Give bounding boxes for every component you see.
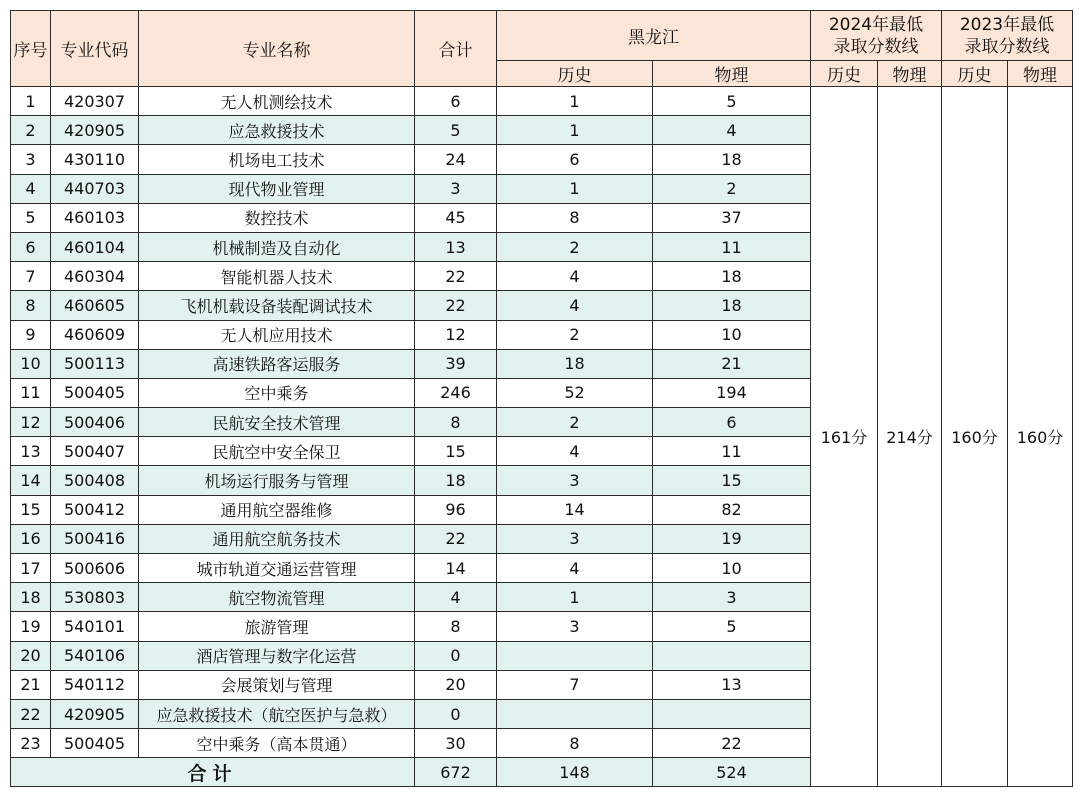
- name-cell: 通用航空航务技术: [139, 524, 415, 553]
- seq-cell: 19: [11, 612, 51, 641]
- history-cell: 1: [497, 87, 653, 116]
- history-cell: 8: [497, 203, 653, 232]
- seq-cell: 23: [11, 729, 51, 758]
- total-cell: 4: [415, 583, 497, 612]
- history-cell: 6: [497, 145, 653, 174]
- total-cell: 22: [415, 524, 497, 553]
- totals-history: 148: [497, 758, 653, 787]
- code-cell: 540112: [51, 670, 139, 699]
- header-2023-history: 历史: [942, 61, 1008, 87]
- name-cell: 旅游管理: [139, 612, 415, 641]
- physics-cell: 5: [653, 87, 811, 116]
- header-province-physics: 物理: [653, 61, 811, 87]
- seq-cell: 17: [11, 554, 51, 583]
- seq-cell: 6: [11, 232, 51, 261]
- physics-cell: 15: [653, 466, 811, 495]
- code-cell: 530803: [51, 583, 139, 612]
- name-cell: 通用航空器维修: [139, 495, 415, 524]
- min-2024-physics-cell: 214分: [878, 87, 942, 787]
- name-cell: 民航空中安全保卫: [139, 437, 415, 466]
- totals-label: 合计: [11, 758, 415, 787]
- total-cell: 96: [415, 495, 497, 524]
- code-cell: 500606: [51, 554, 139, 583]
- name-cell: 应急救援技术: [139, 116, 415, 145]
- seq-cell: 7: [11, 262, 51, 291]
- physics-cell: 21: [653, 349, 811, 378]
- seq-cell: 8: [11, 291, 51, 320]
- total-cell: 246: [415, 378, 497, 407]
- physics-cell: 10: [653, 320, 811, 349]
- seq-cell: 22: [11, 699, 51, 728]
- total-cell: 24: [415, 145, 497, 174]
- physics-cell: 194: [653, 378, 811, 407]
- table-row: [11, 87, 1073, 116]
- seq-cell: 10: [11, 349, 51, 378]
- header-province-history: 历史: [497, 61, 653, 87]
- seq-cell: 18: [11, 583, 51, 612]
- code-cell: 460609: [51, 320, 139, 349]
- physics-cell: 2: [653, 174, 811, 203]
- seq-cell: 12: [11, 408, 51, 437]
- total-cell: 6: [415, 87, 497, 116]
- name-cell: 机械制造及自动化: [139, 232, 415, 261]
- total-cell: 18: [415, 466, 497, 495]
- seq-cell: 14: [11, 466, 51, 495]
- history-cell: 1: [497, 116, 653, 145]
- seq-cell: 16: [11, 524, 51, 553]
- name-cell: 数控技术: [139, 203, 415, 232]
- code-cell: 500412: [51, 495, 139, 524]
- name-cell: 智能机器人技术: [139, 262, 415, 291]
- min-2024-history-cell: 161分: [811, 87, 878, 787]
- code-cell: 500408: [51, 466, 139, 495]
- total-cell: 0: [415, 641, 497, 670]
- total-cell: 12: [415, 320, 497, 349]
- seq-cell: 1: [11, 87, 51, 116]
- physics-cell: 22: [653, 729, 811, 758]
- name-cell: 酒店管理与数字化运营: [139, 641, 415, 670]
- header-name: 专业名称: [139, 11, 415, 87]
- header-province: 黑龙江: [497, 11, 811, 61]
- total-cell: 22: [415, 262, 497, 291]
- history-cell: 3: [497, 612, 653, 641]
- physics-cell: [653, 641, 811, 670]
- header-min-2023-line1: 2023年最低: [959, 14, 1055, 35]
- seq-cell: 9: [11, 320, 51, 349]
- code-cell: 500113: [51, 349, 139, 378]
- name-cell: 无人机测绘技术: [139, 87, 415, 116]
- history-cell: 2: [497, 320, 653, 349]
- physics-cell: [653, 699, 811, 728]
- code-cell: 420905: [51, 699, 139, 728]
- history-cell: 3: [497, 524, 653, 553]
- code-cell: 500405: [51, 378, 139, 407]
- code-cell: 430110: [51, 145, 139, 174]
- total-cell: 39: [415, 349, 497, 378]
- seq-cell: 20: [11, 641, 51, 670]
- history-cell: 1: [497, 174, 653, 203]
- name-cell: 航空物流管理: [139, 583, 415, 612]
- physics-cell: 18: [653, 262, 811, 291]
- total-cell: 45: [415, 203, 497, 232]
- physics-cell: 11: [653, 437, 811, 466]
- history-cell: 52: [497, 378, 653, 407]
- total-cell: 15: [415, 437, 497, 466]
- seq-cell: 11: [11, 378, 51, 407]
- code-cell: 460103: [51, 203, 139, 232]
- header-min-2023: [942, 11, 1073, 61]
- admission-score-table: [10, 10, 1073, 787]
- seq-cell: 4: [11, 174, 51, 203]
- header-min-2024: [811, 11, 942, 61]
- physics-cell: 11: [653, 232, 811, 261]
- code-cell: 440703: [51, 174, 139, 203]
- physics-cell: 37: [653, 203, 811, 232]
- header-total: 合计: [415, 11, 497, 87]
- physics-cell: 4: [653, 116, 811, 145]
- code-cell: 460605: [51, 291, 139, 320]
- code-cell: 460104: [51, 232, 139, 261]
- history-cell: [497, 641, 653, 670]
- history-cell: 2: [497, 232, 653, 261]
- code-cell: 540101: [51, 612, 139, 641]
- physics-cell: 3: [653, 583, 811, 612]
- seq-cell: 13: [11, 437, 51, 466]
- header-min-2024-line1: 2024年最低: [828, 14, 924, 35]
- header-2024-history: 历史: [811, 61, 878, 87]
- totals-physics: 524: [653, 758, 811, 787]
- name-cell: 无人机应用技术: [139, 320, 415, 349]
- total-cell: 8: [415, 408, 497, 437]
- seq-cell: 5: [11, 203, 51, 232]
- total-cell: 0: [415, 699, 497, 728]
- history-cell: 4: [497, 291, 653, 320]
- history-cell: 8: [497, 729, 653, 758]
- physics-cell: 13: [653, 670, 811, 699]
- total-cell: 14: [415, 554, 497, 583]
- code-cell: 500416: [51, 524, 139, 553]
- name-cell: 现代物业管理: [139, 174, 415, 203]
- history-cell: 3: [497, 466, 653, 495]
- min-2023-history-cell: 160分: [942, 87, 1008, 787]
- code-cell: 460304: [51, 262, 139, 291]
- code-cell: 420905: [51, 116, 139, 145]
- header-seq: 序号: [11, 11, 51, 87]
- history-cell: 4: [497, 437, 653, 466]
- name-cell: 空中乘务（高本贯通）: [139, 729, 415, 758]
- total-cell: 30: [415, 729, 497, 758]
- code-cell: 540106: [51, 641, 139, 670]
- physics-cell: 10: [653, 554, 811, 583]
- header-2024-physics: 物理: [878, 61, 942, 87]
- seq-cell: 21: [11, 670, 51, 699]
- history-cell: 4: [497, 554, 653, 583]
- table-body: [11, 87, 1073, 787]
- name-cell: 会展策划与管理: [139, 670, 415, 699]
- name-cell: 机场运行服务与管理: [139, 466, 415, 495]
- seq-cell: 2: [11, 116, 51, 145]
- physics-cell: 18: [653, 291, 811, 320]
- totals-total: 672: [415, 758, 497, 787]
- physics-cell: 18: [653, 145, 811, 174]
- total-cell: 20: [415, 670, 497, 699]
- history-cell: [497, 699, 653, 728]
- code-cell: 500405: [51, 729, 139, 758]
- physics-cell: 82: [653, 495, 811, 524]
- code-cell: 420307: [51, 87, 139, 116]
- seq-cell: 15: [11, 495, 51, 524]
- header-min-2024-line2: 录取分数线: [833, 36, 919, 57]
- history-cell: 7: [497, 670, 653, 699]
- name-cell: 高速铁路客运服务: [139, 349, 415, 378]
- code-cell: 500406: [51, 408, 139, 437]
- physics-cell: 19: [653, 524, 811, 553]
- physics-cell: 5: [653, 612, 811, 641]
- name-cell: 应急救援技术（航空医护与急救）: [139, 699, 415, 728]
- physics-cell: 6: [653, 408, 811, 437]
- total-cell: 13: [415, 232, 497, 261]
- header-min-2023-line2: 录取分数线: [964, 36, 1050, 57]
- history-cell: 1: [497, 583, 653, 612]
- name-cell: 民航安全技术管理: [139, 408, 415, 437]
- name-cell: 空中乘务: [139, 378, 415, 407]
- min-2023-physics-cell: 160分: [1008, 87, 1073, 787]
- code-cell: 500407: [51, 437, 139, 466]
- header-code: 专业代码: [51, 11, 139, 87]
- name-cell: 城市轨道交通运营管理: [139, 554, 415, 583]
- history-cell: 2: [497, 408, 653, 437]
- name-cell: 机场电工技术: [139, 145, 415, 174]
- total-cell: 3: [415, 174, 497, 203]
- history-cell: 18: [497, 349, 653, 378]
- total-cell: 22: [415, 291, 497, 320]
- header-2023-physics: 物理: [1008, 61, 1073, 87]
- name-cell: 飞机机载设备装配调试技术: [139, 291, 415, 320]
- total-cell: 8: [415, 612, 497, 641]
- history-cell: 14: [497, 495, 653, 524]
- total-cell: 5: [415, 116, 497, 145]
- seq-cell: 3: [11, 145, 51, 174]
- history-cell: 4: [497, 262, 653, 291]
